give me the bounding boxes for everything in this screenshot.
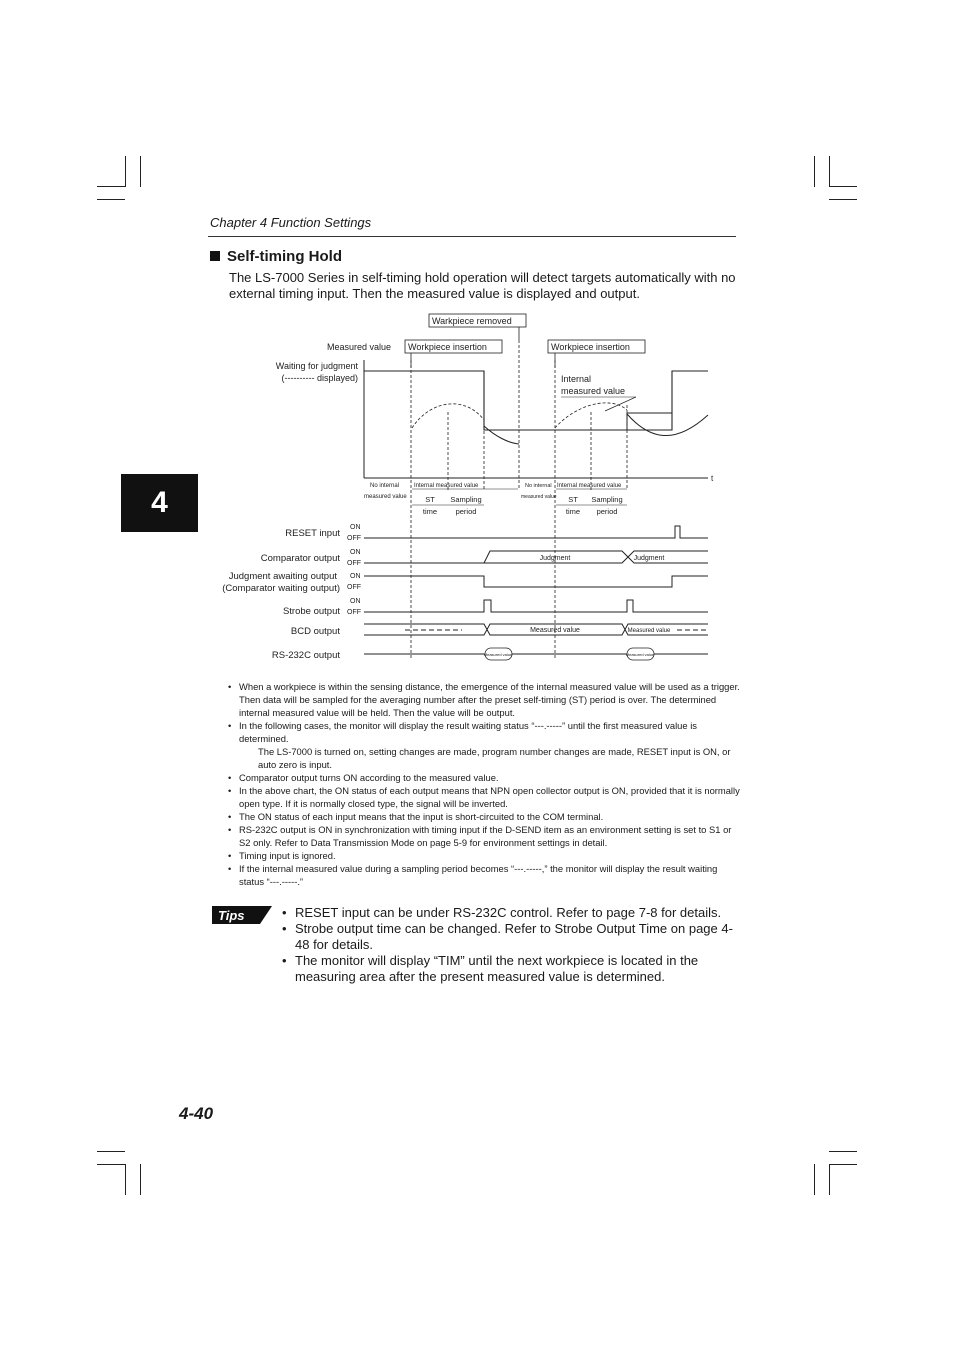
strobe-off: OFF bbox=[347, 609, 361, 616]
period-label-1: period bbox=[455, 507, 477, 516]
internal-mv-label-2: Internal measured value bbox=[557, 483, 622, 489]
rs232c-output-label: RS-232C output bbox=[271, 650, 340, 661]
internal-curve-2 bbox=[627, 414, 708, 436]
comparator-off: OFF bbox=[347, 560, 361, 567]
crop-mark bbox=[829, 1151, 857, 1152]
crop-mark bbox=[829, 1164, 830, 1195]
judgment-label-2: Judgment bbox=[633, 555, 665, 562]
crop-mark bbox=[97, 1151, 125, 1152]
comparator-output-label: Comparator output bbox=[260, 553, 340, 564]
warkpiece-removed-label: Warkpiece removed bbox=[432, 316, 512, 326]
note-item: • If the internal measured value during a sampling period becomes “---.-----,” the monitor will display the result waiting status “---.-----.” bbox=[228, 863, 718, 887]
judgment-awaiting-label-1: Judgment awaiting output bbox=[228, 571, 337, 582]
no-internal-label-1b: measured value bbox=[364, 494, 407, 500]
rs232c-packet-label-2: Measured value bbox=[625, 652, 655, 657]
workpiece-insertion-label-1: Workpiece insertion bbox=[408, 342, 487, 352]
note-item: • The ON status of each input means that the input is short-circuited to the COM terminal. bbox=[228, 811, 604, 822]
page-number: 4-40 bbox=[179, 1104, 214, 1123]
rs232c-packet-label-1: Measured value bbox=[483, 652, 513, 657]
bcd-measured-label-2: Measured value bbox=[627, 628, 671, 634]
sampling-label-2: Sampling bbox=[591, 495, 623, 504]
st-label-2: ST bbox=[568, 495, 578, 504]
judgment-awaiting-label-2: (Comparator waiting output) bbox=[222, 583, 340, 594]
sampling-label-1: Sampling bbox=[450, 495, 482, 504]
tip-item: • The monitor will display “TIM” until the next workpiece is located in the measuring area after the present measured value is determined. bbox=[282, 953, 699, 984]
no-internal-label-2a: No internal bbox=[525, 483, 552, 489]
time-label-1: time bbox=[422, 507, 438, 516]
tips-badge bbox=[212, 906, 272, 924]
waiting-label-1: Waiting for judgment bbox=[275, 361, 358, 371]
internal-curve-1 bbox=[484, 426, 519, 444]
bcd-output-label: BCD output bbox=[290, 626, 340, 637]
crop-mark bbox=[140, 1164, 141, 1195]
tip-item: • Strobe output time can be changed. Refer to Strobe Output Time on page 4-48 for details. bbox=[282, 921, 733, 952]
note-item: • When a workpiece is within the sensing distance, the emergence of the internal measured value will be used as a trigger. Then data will be sampled for the averaging number after the preset self-timing (ST) period is over. The determined internal measured value will be held. Then the value will be output. bbox=[228, 681, 740, 718]
st-label-1: ST bbox=[425, 495, 435, 504]
chapter-header: Chapter 4 Function Settings bbox=[210, 215, 372, 230]
chapter-tab: 4 bbox=[121, 474, 198, 532]
reset-on: ON bbox=[350, 524, 361, 531]
tips-list bbox=[282, 905, 740, 985]
tips-label: Tips bbox=[218, 908, 245, 923]
internal-pointer bbox=[605, 397, 636, 411]
crop-mark bbox=[97, 1164, 125, 1165]
no-internal-label-1a: No internal bbox=[370, 483, 400, 489]
note-item: • In the following cases, the monitor will display the result waiting status “---.-----” until the first measured value is determined. bbox=[228, 720, 697, 744]
tip-item: • RESET input can be under RS-232C control. Refer to page 7-8 for details. bbox=[282, 905, 722, 920]
reset-input-label: RESET input bbox=[285, 528, 340, 539]
display-value-line bbox=[364, 371, 708, 430]
crop-mark bbox=[125, 1164, 126, 1195]
judgment-label-1: Judgment bbox=[539, 555, 571, 562]
note-item: • Comparator output turns ON according to the measured value. bbox=[228, 772, 499, 783]
reset-signal bbox=[364, 526, 708, 538]
internal-label-1: Internal bbox=[561, 374, 592, 384]
note-subitem: The LS-7000 is turned on, setting changes are made, program number changes are made, RESET input is ON, or auto zero is input. bbox=[258, 746, 731, 770]
waiting-label-2: (---------- displayed) bbox=[281, 373, 358, 383]
crop-mark bbox=[814, 1164, 815, 1195]
measured-value-label: Measured value bbox=[327, 342, 392, 352]
comparator-signal-lower bbox=[484, 557, 708, 563]
strobe-output-label: Strobe output bbox=[282, 606, 340, 617]
note-item: • RS-232C output is ON in synchronization with timing input if the D-SEND item as an environment setting is set to S1 or S2 only. Refer to Data Transmission Mode on page 5-9 for environment settings in detail. bbox=[228, 824, 732, 848]
internal-label-2: measured value bbox=[561, 386, 626, 396]
crop-mark bbox=[829, 1164, 857, 1165]
awaiting-on: ON bbox=[350, 573, 361, 580]
bcd-measured-label-1: Measured value bbox=[530, 627, 580, 634]
section-intro: The LS-7000 Series in self-timing hold operation will detect targets automatically with no external timing input. Then the measured value is displayed and output. bbox=[229, 270, 736, 301]
strobe-on: ON bbox=[350, 598, 361, 605]
period-label-2: period bbox=[596, 507, 618, 516]
time-axis-label: t bbox=[711, 474, 714, 483]
comparator-on: ON bbox=[350, 549, 361, 556]
notes-list bbox=[228, 680, 740, 888]
time-label-2: time bbox=[565, 507, 581, 516]
note-item: • In the above chart, the ON status of each output means that NPN open collector output is ON, provided that it is normally open type. If it is normally closed type, the signal will be inverted. bbox=[228, 785, 740, 809]
reset-off: OFF bbox=[347, 535, 361, 542]
awaiting-off: OFF bbox=[347, 584, 361, 591]
workpiece-insertion-label-2: Workpiece insertion bbox=[551, 342, 630, 352]
awaiting-signal bbox=[364, 576, 708, 587]
no-internal-label-2b: measured value bbox=[521, 494, 557, 500]
strobe-signal bbox=[364, 600, 708, 612]
internal-mv-label-1: Internal measured value bbox=[414, 483, 479, 489]
note-item: • Timing input is ignored. bbox=[228, 850, 336, 861]
section-title-text: Self-timing Hold bbox=[227, 248, 342, 265]
